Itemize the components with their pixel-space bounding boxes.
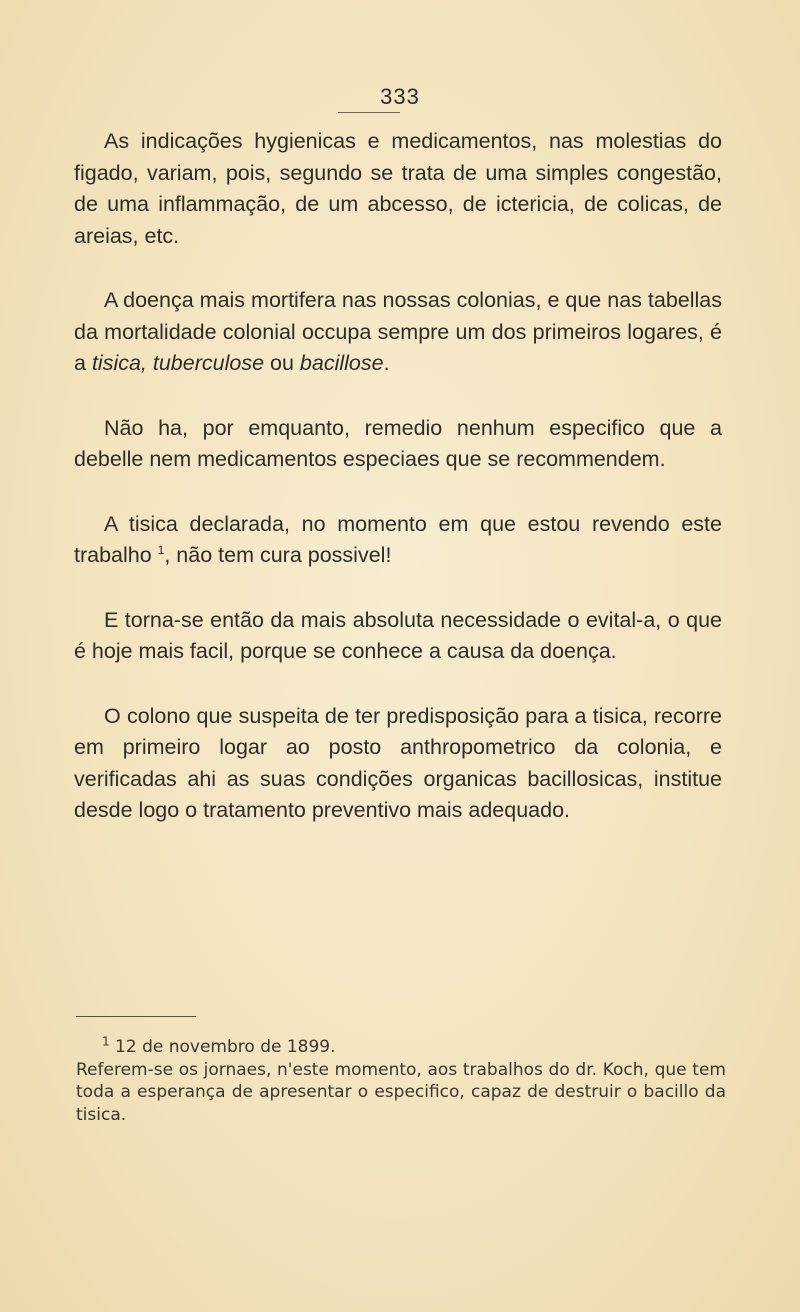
footnote-marker: 1 bbox=[102, 1034, 110, 1049]
body-text bbox=[74, 126, 722, 860]
paragraph-3: Não ha, por emquanto, remedio nenhum especifico que a debelle nem medicamentos especiaes que se recommendem. bbox=[74, 415, 722, 471]
paragraph-1: As indicações hygienicas e medicamentos, nas molestias do figado, variam, pois, segundo se trata de uma simples congestão, de uma inflammação, de um abcesso, de ictericia, de colicas, de areias, etc. bbox=[74, 129, 722, 248]
page-number-rule bbox=[338, 112, 400, 113]
paragraph-2-lead: A doença mais mortifera nas nossas colonias, e que nas tabellas da mortalidade colonial occupa sempre um dos primeiros logares, é a bbox=[74, 288, 722, 375]
paragraph-6: O colono que suspeita de ter predisposição para a tisica, recorre em primeiro logar ao posto anthropometrico da colonia, e verificadas ahi as suas condições organicas bacillosicas, institue desde logo o tratamento preventivo mais adequado. bbox=[74, 703, 722, 822]
paragraph-5: E torna-se então da mais absoluta necessidade o evital-a, o que é hoje mais facil, porque se conhece a causa da doença. bbox=[74, 607, 722, 663]
paragraph-2 bbox=[74, 285, 722, 380]
emphasis-bacillose: bacillose bbox=[299, 351, 384, 375]
paragraph-2-tail: . bbox=[383, 351, 390, 375]
footnote-text: Referem-se os jornaes, n'este momento, aos trabalhos do dr. Koch, que tem toda a esperança de apresentar o especifico, capaz de destruir o bacillo da tisica. bbox=[76, 1059, 726, 1125]
paragraph-4-tail: , não tem cura possivel! bbox=[164, 543, 392, 567]
paragraph-4-lead: A tisica declarada, no momento em que estou revendo este trabalho bbox=[74, 511, 722, 567]
footnote-reference[interactable]: 1 bbox=[157, 542, 165, 557]
paragraph-4 bbox=[74, 509, 722, 572]
footnote-date: 12 de novembro de 1899. bbox=[115, 1037, 336, 1057]
paragraph-2-mid: ou bbox=[264, 351, 300, 375]
footnote-rule bbox=[76, 1016, 196, 1017]
emphasis-tisica-tuberculose: tisica, tuberculose bbox=[91, 351, 265, 375]
footnotes bbox=[76, 1036, 726, 1126]
page-number: 333 bbox=[380, 84, 420, 109]
footnote-1 bbox=[76, 1036, 726, 1059]
